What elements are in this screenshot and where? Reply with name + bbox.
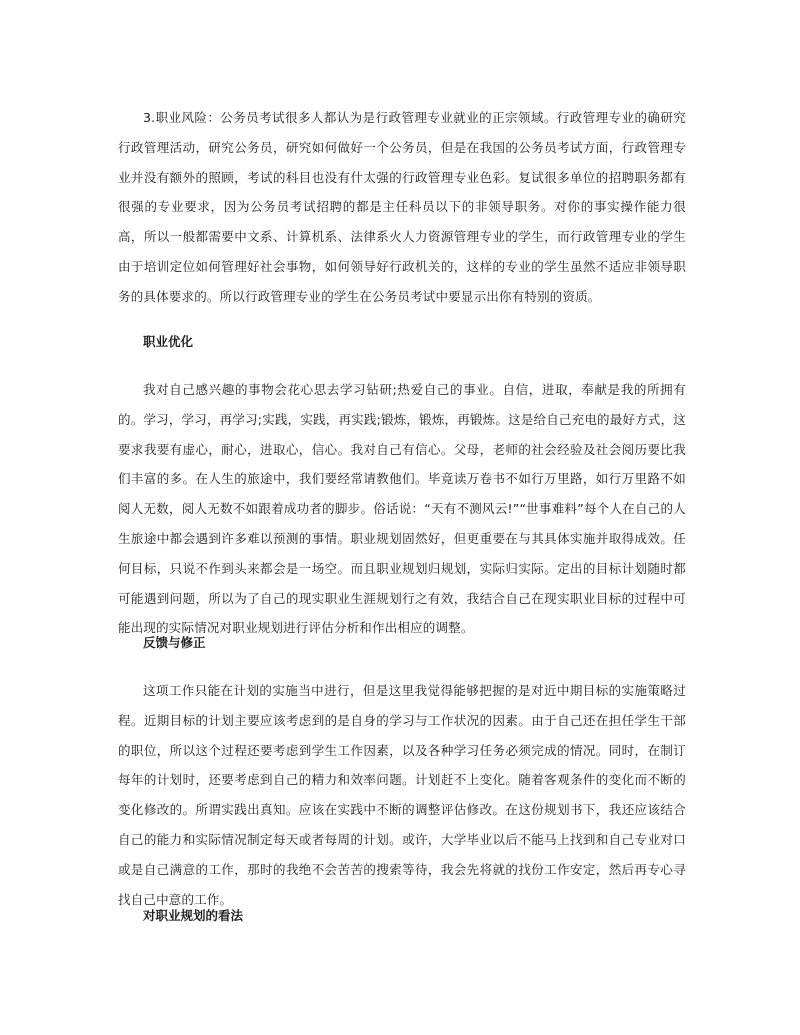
paragraph-feedback-correction: 这项工作只能在计划的实施当中进行，但是这里我觉得能够把握的是对近中期目标的实施策略过程。近期目标的计划主要应该考虑到的是自身的学习与工作状况的因素。由于自己还在担任学生干部的职位，所以这个过程还要考虑到学生工作因素，以及各种学习任务必须完成的情况。同时，在制订每年的计划时，还要考虑到自己的精力和效率问题。计划赶不上变化。随着客观条件的变化而不断的变化修改的。所谓实践出真知。应该在实践中不断的调整评估修改。在这份规划书下，我还应该结合自己的能力和实际情况制定每天或者每周的计划。或许，大学毕业以后不能马上找到和自己专业对口或是自己满意的工作，那时的我绝不会苦苦的搜索等待，我会先将就的找份工作安定，然后再专心寻找自己中意的工作。 — [118, 683, 686, 907]
heading-feedback-correction: 反馈与修正 — [143, 635, 206, 650]
paragraph-career-risk: 3.职业风险：公务员考试很多人都认为是行政管理专业就业的正宗领域。行政管理专业的确研究行政管理活动，研究公务员，研究如何做好一个公务员，但是在我国的公务员考试方面，行政管理专业并没有额外的照顾，考试的科目也没有什太强的行政管理专业色彩。复试很多单位的招聘职务都有很强的专业要求，因为公务员考试招聘的都是主任科员以下的非领导职务。对你的事实操作能力很高，所以一般都需要中文系、计算机系、法律系火人力资源管理专业的学生，而行政管理专业的学生由于培训定位如何管理好社会事物，如何领导好行政机关的，这样的专业的学生虽然不适应非领导职务的具体要求的。所以行政管理专业的学生在公务员考试中要显示出你有特别的资质。 — [118, 110, 686, 304]
heading-views-on-career-planning: 对职业规划的看法 — [143, 908, 244, 923]
paragraph-career-optimization: 我对自己感兴趣的事物会花心思去学习钻研;热爱自己的事业。自信，进取，奉献是我的所拥有的。学习，学习，再学习;实践，实践，再实践;锻炼，锻炼，再锻炼。这是给自己充电的最好方式，这要求我要有虚心，耐心，进取心，信心。我对自己有信心。父母，老师的社会经验及社会阅历要比我们丰富的多。在人生的旅途中，我们要经常请教他们。毕竟读万卷书不如行万里路，如行万里路不如阅人无数，阅人无数不如跟着成功者的脚步。俗话说：“天有不测风云!”“世事难料”每个人在自己的人生旅途中都会遇到许多难以预测的事情。职业规划固然好，但更重要在与其具体实施并取得成效。任何目标，只说不作到头来都会是一场空。而且职业规划归规划，实际归实际。定出的目标计划随时都可能遇到问题，所以为了自己的现实职业生涯规划行之有效，我结合自己在现实职业目标的过程中可能出现的实际情况对职业规划进行评估分析和作出相应的调整。 — [118, 382, 686, 636]
heading-career-optimization: 职业优化 — [143, 334, 194, 349]
